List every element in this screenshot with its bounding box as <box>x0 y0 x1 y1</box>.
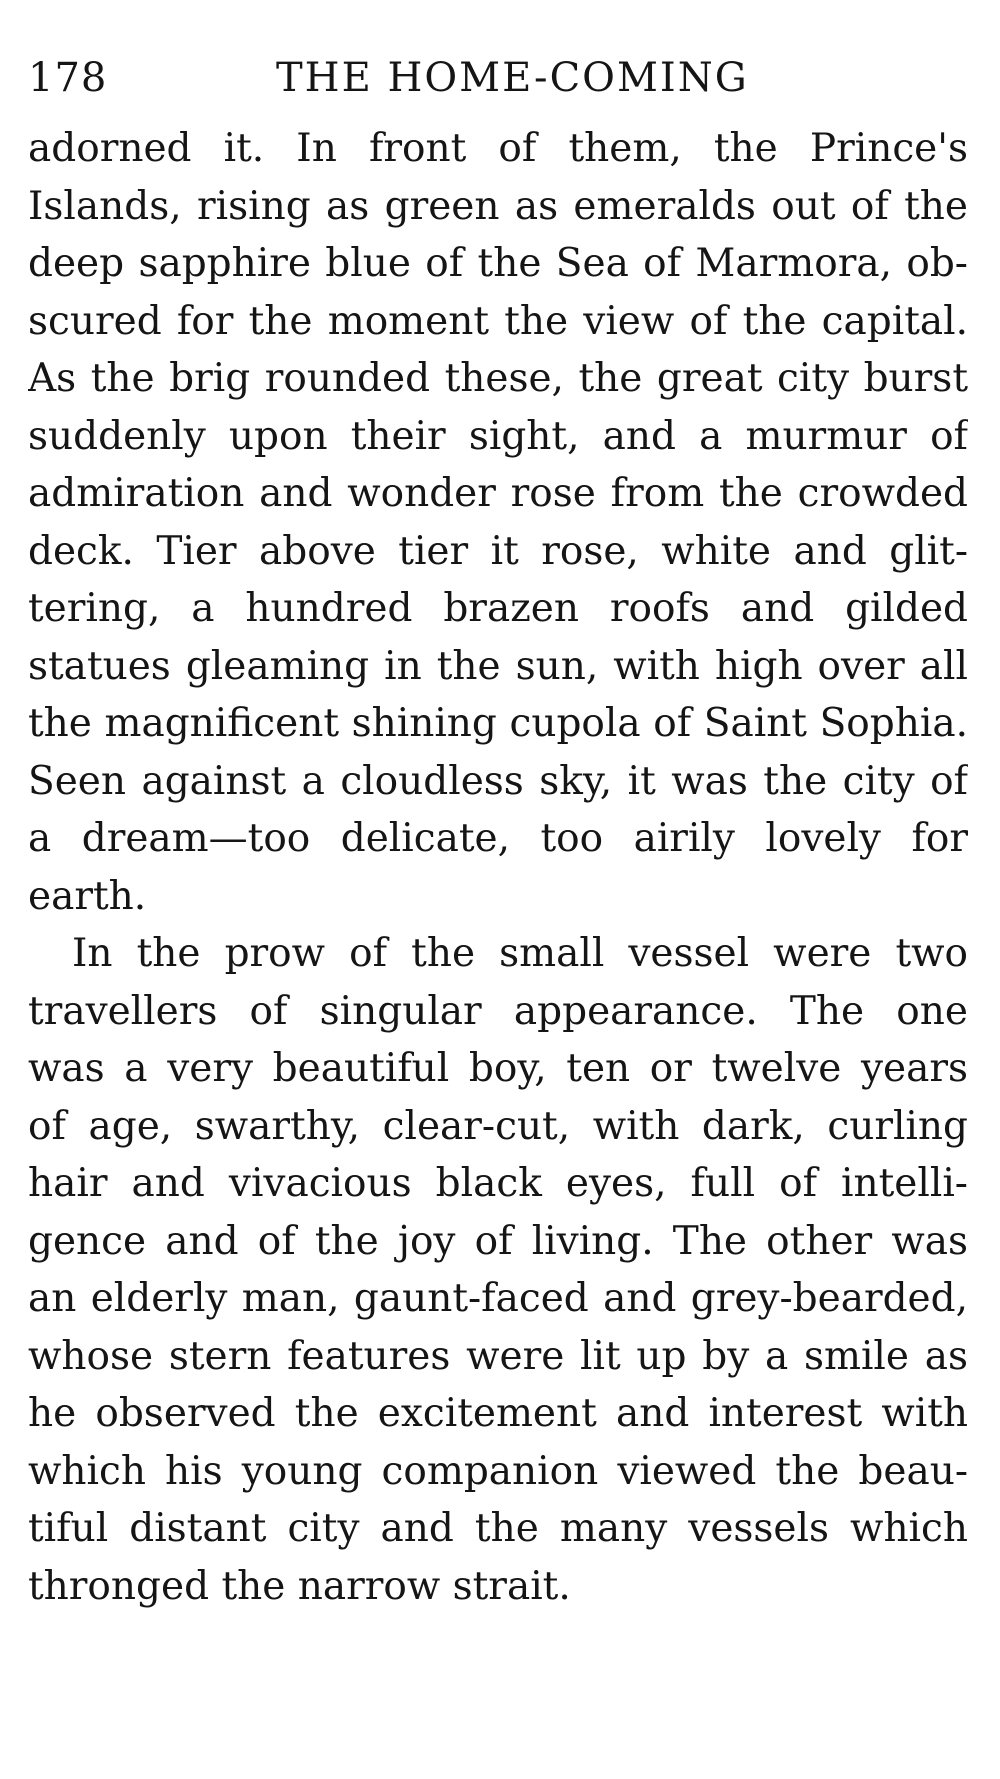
text-line: Islands, rising as green as emeralds out of the <box>28 183 968 229</box>
text-line: scured for the moment the view of the capital. <box>28 298 968 344</box>
text-line: a dream—too delicate, too airily lovely for <box>28 816 968 861</box>
page-number: 178 <box>28 55 108 101</box>
text-line: tering, a hundred brazen roofs and gilded <box>28 586 968 631</box>
text-line: which his young companion viewed the beau- <box>28 1448 968 1494</box>
text-line: thronged the narrow strait. <box>28 1563 571 1609</box>
text-line: deck. Tier above tier it rose, white and glit- <box>28 528 968 574</box>
text-line: Seen against a cloudless sky, it was the city of <box>28 758 968 804</box>
text-line: earth. <box>28 873 147 919</box>
text-line: adorned it. In front of them, the Prince's <box>28 126 968 171</box>
text-line: an elderly man, gaunt-faced and grey-bearded, <box>28 1276 968 1321</box>
body-text <box>28 120 968 1615</box>
paragraph <box>28 120 968 925</box>
text-line: admiration and wonder rose from the crowded <box>28 471 968 516</box>
text-line: travellers of singular appearance. The one <box>28 988 968 1034</box>
text-line: statues gleaming in the sun, with high over all <box>28 643 968 689</box>
text-line: hair and vivacious black eyes, full of intelli- <box>28 1161 968 1206</box>
running-head <box>28 48 968 108</box>
text-line: gence and of the joy of living. The other was <box>28 1218 968 1264</box>
text-line: was a very beautiful boy, ten or twelve years <box>28 1046 968 1091</box>
text-line: the magnificent shining cupola of Saint Sophia. <box>28 701 968 746</box>
text-line: tiful distant city and the many vessels which <box>28 1506 968 1551</box>
text-line: deep sapphire blue of the Sea of Marmora, ob- <box>28 241 968 286</box>
text-line: As the brig rounded these, the great city burst <box>28 356 968 401</box>
text-line: suddenly upon their sight, and a murmur of <box>28 413 968 459</box>
text-line: whose stern features were lit up by a smile as <box>28 1333 968 1379</box>
text-line: he observed the excitement and interest with <box>28 1391 968 1436</box>
running-title: THE HOME-COMING <box>276 55 749 101</box>
text-line: In the prow of the small vessel were two <box>72 931 968 976</box>
text-line: of age, swarthy, clear-cut, with dark, curling <box>28 1103 968 1149</box>
paragraph <box>28 925 968 1615</box>
